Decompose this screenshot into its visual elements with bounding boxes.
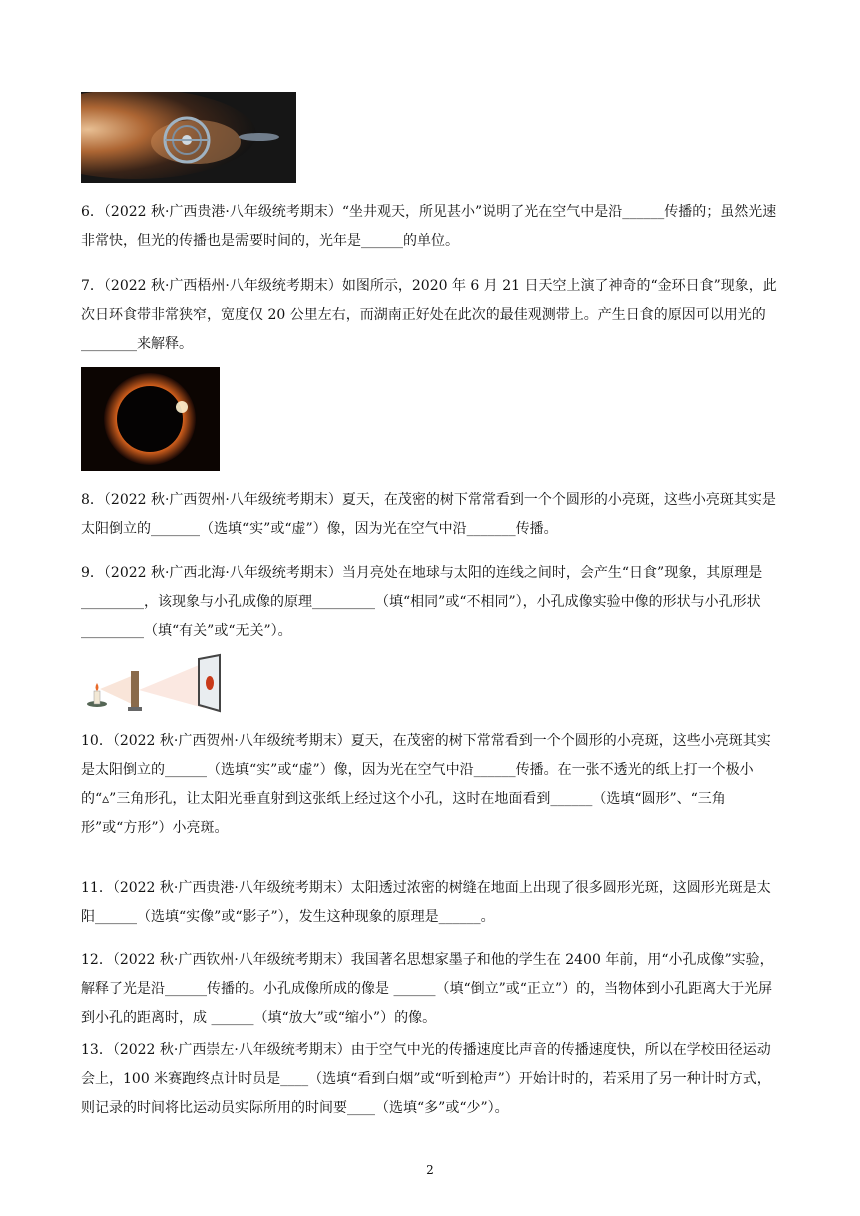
space-image bbox=[81, 92, 296, 183]
eclipse-image bbox=[81, 367, 220, 471]
question-7: 7．（2022 秋·广西梧州·八年级统考期末）如图所示，2020 年 6 月 21 日天空上演了神奇的“金环日食”现象，此次日环食带非常狭窄，宽度仅 20 公里左右，而湖南正好处在此次的最佳观测带上。产生日食的原因可以用光的________来解释。 bbox=[81, 278, 777, 352]
question-12: 12．（2022 秋·广西钦州·八年级统考期末）我国著名思想家墨子和他的学生在 2400 年前，用“小孔成像”实验，解释了光是沿______传播的。小孔成像所成的像是 ______（填“倒立”或“正立”）的，当物体到小孔距离大于光屏到小孔的距离时，成 ______（填“放大”或“缩小”）的像。 bbox=[81, 952, 774, 1026]
question-6: 6．（2022 秋·广西贵港·八年级统考期末）“坐井观天，所见甚小”说明了光在空气中是沿______传播的；虽然光速非常快，但光的传播也是需要时间的，光年是______的单位。 bbox=[81, 204, 777, 249]
question-9: 9．（2022 秋·广西北海·八年级统考期末）当月亮处在地球与太阳的连线之间时，会产生“日食”现象，其原理是_________，该现象与小孔成像的原理_________（填“相同”或“不相同”），小孔成像实验中像的形状与小孔形状_________（填“有关”或“无关”）。 bbox=[81, 565, 763, 639]
page-number: 2 bbox=[426, 1163, 434, 1177]
question-8: 8．（2022 秋·广西贺州·八年级统考期末）夏天，在茂密的树下常常看到一个个圆形的小亮斑，这些小亮斑其实是太阳倒立的_______（选填“实”或“虚”）像，因为光在空气中沿_______传播。 bbox=[81, 492, 776, 537]
question-13: 13．（2022 秋·广西崇左·八年级统考期末）由于空气中光的传播速度比声音的传播速度快，所以在学校田径运动会上，100 米赛跑终点计时员是____（选填“看到白烟”或“听到枪声”）开始计时的，若采用了另一种计时方式，则记录的时间将比运动员实际所用的时间要____（选填“多”或“少”）。 bbox=[81, 1042, 771, 1116]
question-10: 10．（2022 秋·广西贺州·八年级统考期末）夏天，在茂密的树下常常看到一个个圆形的小亮斑，这些小亮斑其实是太阳倒立的______（选填“实”或“虚”）像，因为光在空气中沿______传播。在一张不透光的纸上打一个极小的“▵”三角形孔，让太阳光垂直射到这张纸上经过这个小孔，这时在地面看到______（选填“圆形”、“三角形”或“方形”）小亮斑。 bbox=[81, 733, 771, 836]
question-11: 11．（2022 秋·广西贵港·八年级统考期末）太阳透过浓密的树缝在地面上出现了很多圆形光斑，这圆形光斑是太阳______（选填“实像”或“影子”），发生这种现象的原理是______。 bbox=[81, 880, 771, 925]
pinhole-experiment-image bbox=[84, 653, 224, 713]
